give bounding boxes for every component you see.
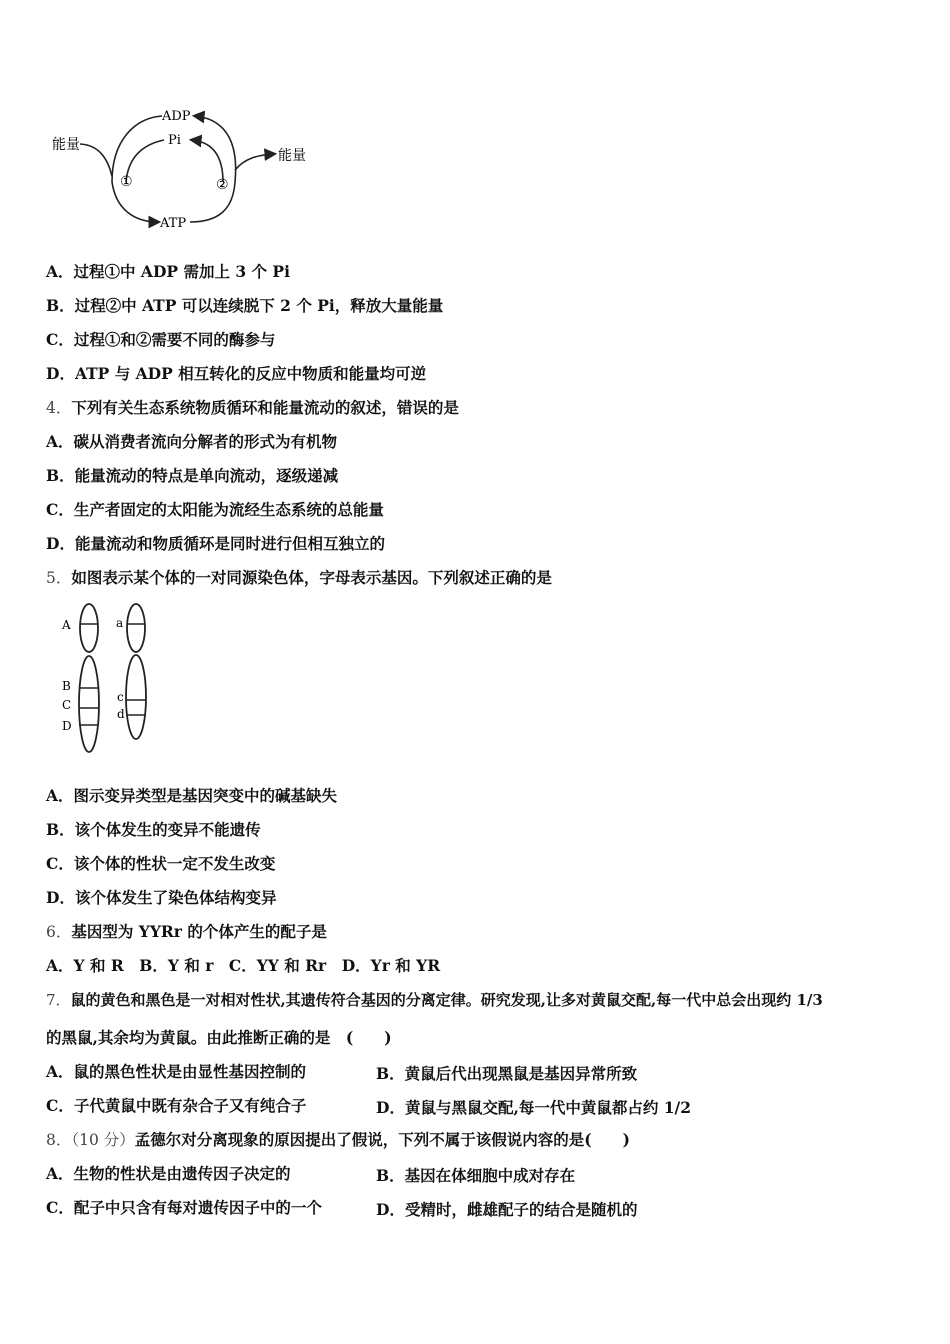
left-chromosome-upper-arm	[80, 604, 98, 652]
energy-in-line	[80, 144, 112, 176]
q8-stem: 8．（10 分）孟德尔对分离现象的原因提出了假说，下列不属于该假说内容的是( )	[46, 1130, 630, 1149]
energy-in-label: 能量	[52, 137, 80, 153]
q7-option-c: C．子代黄鼠中既有杂合子又有纯合子	[46, 1096, 307, 1115]
q7-option-a: A．鼠的黑色性状是由显性基因控制的	[46, 1062, 307, 1081]
q8-option-a: A．生物的性状是由遗传因子决定的	[46, 1164, 291, 1183]
q4-option-b: B．能量流动的特点是单向流动，逐级递减	[46, 466, 339, 485]
gene-label-C: C	[62, 698, 72, 712]
arc-left-top	[112, 116, 162, 182]
q6-options: A．Y 和 R B．Y 和 r C．YY 和 Rr D．Yr 和 YR	[46, 956, 441, 975]
homologous-chromosomes-figure	[56, 600, 166, 760]
q5-stem: 5．如图表示某个体的一对同源染色体，字母表示基因。下列叙述正确的是	[46, 568, 552, 587]
q3-option-a: A．过程①中 ADP 需加上 3 个 Pi	[46, 262, 290, 281]
arc-to-adp	[195, 116, 236, 182]
q7-option-b: B．黄鼠后代出现黑鼠是基因异常所致	[376, 1064, 638, 1083]
gene-label-d: d	[117, 707, 125, 721]
q5-option-d: D．该个体发生了染色体结构变异	[46, 888, 277, 907]
q8-option-c: C．配子中只含有每对遗传因子中的一个	[46, 1198, 322, 1217]
q5-option-a: A．图示变异类型是基因突变中的碱基缺失	[46, 786, 338, 805]
energy-out-label: 能量	[278, 148, 306, 164]
gene-label-D: D	[62, 719, 72, 733]
atp-adp-cycle-diagram	[40, 100, 330, 240]
q7-stem-line2: 的黑鼠,其余均为黄鼠。由此推断正确的是 ( )	[46, 1028, 392, 1047]
q6-stem: 6．基因型为 YYRr 的个体产生的配子是	[46, 922, 327, 941]
gene-label-c: c	[117, 690, 124, 704]
q4-option-c: C．生产者固定的太阳能为流经生态系统的总能量	[46, 500, 384, 519]
q5-option-c: C．该个体的性状一定不发生改变	[46, 854, 276, 873]
arc-to-pi	[192, 140, 223, 182]
q5-option-b: B．该个体发生的变异不能遗传	[46, 820, 261, 839]
q4-option-d: D．能量流动和物质循环是同时进行但相互独立的	[46, 534, 385, 553]
q3-option-d: D．ATP 与 ADP 相互转化的反应中物质和能量均可逆	[46, 364, 427, 383]
q7-option-d: D．黄鼠与黑鼠交配,每一代中黄鼠都占约 1/2	[376, 1098, 691, 1117]
q7-stem-line1: 7．鼠的黄色和黑色是一对相对性状,其遗传符合基因的分离定律。研究发现,让多对黄鼠交配,每一代中总会出现约 1/3	[46, 991, 823, 1009]
right-chromosome-lower-arm	[126, 655, 146, 739]
pi-label: Pi	[168, 133, 181, 148]
atp-label: ATP	[160, 216, 187, 231]
arc-to-atp	[112, 182, 158, 222]
gene-label-a: a	[116, 616, 124, 630]
q3-option-c: C．过程①和②需要不同的酶参与	[46, 330, 276, 349]
q4-stem: 4．下列有关生态系统物质循环和能量流动的叙述，错误的是	[46, 398, 459, 417]
q3-option-b: B．过程②中 ATP 可以连续脱下 2 个 Pi，释放大量能量	[46, 296, 444, 315]
adp-label: ADP	[162, 109, 191, 124]
process1-label: ①	[120, 174, 133, 190]
q8-option-b: B．基因在体细胞中成对存在	[376, 1166, 576, 1185]
gene-label-A: A	[62, 618, 71, 632]
left-chromosome-lower-arm	[79, 656, 99, 752]
process2-label: ②	[216, 177, 229, 193]
energy-out-arrow	[235, 154, 274, 170]
right-chromosome-upper-arm	[127, 604, 145, 652]
q4-option-a: A．碳从消费者流向分解者的形式为有机物	[46, 432, 338, 451]
gene-label-B: B	[62, 679, 71, 693]
q8-option-d: D．受精时，雌雄配子的结合是随机的	[376, 1200, 638, 1219]
q7-option-row-ab	[46, 1062, 306, 1082]
